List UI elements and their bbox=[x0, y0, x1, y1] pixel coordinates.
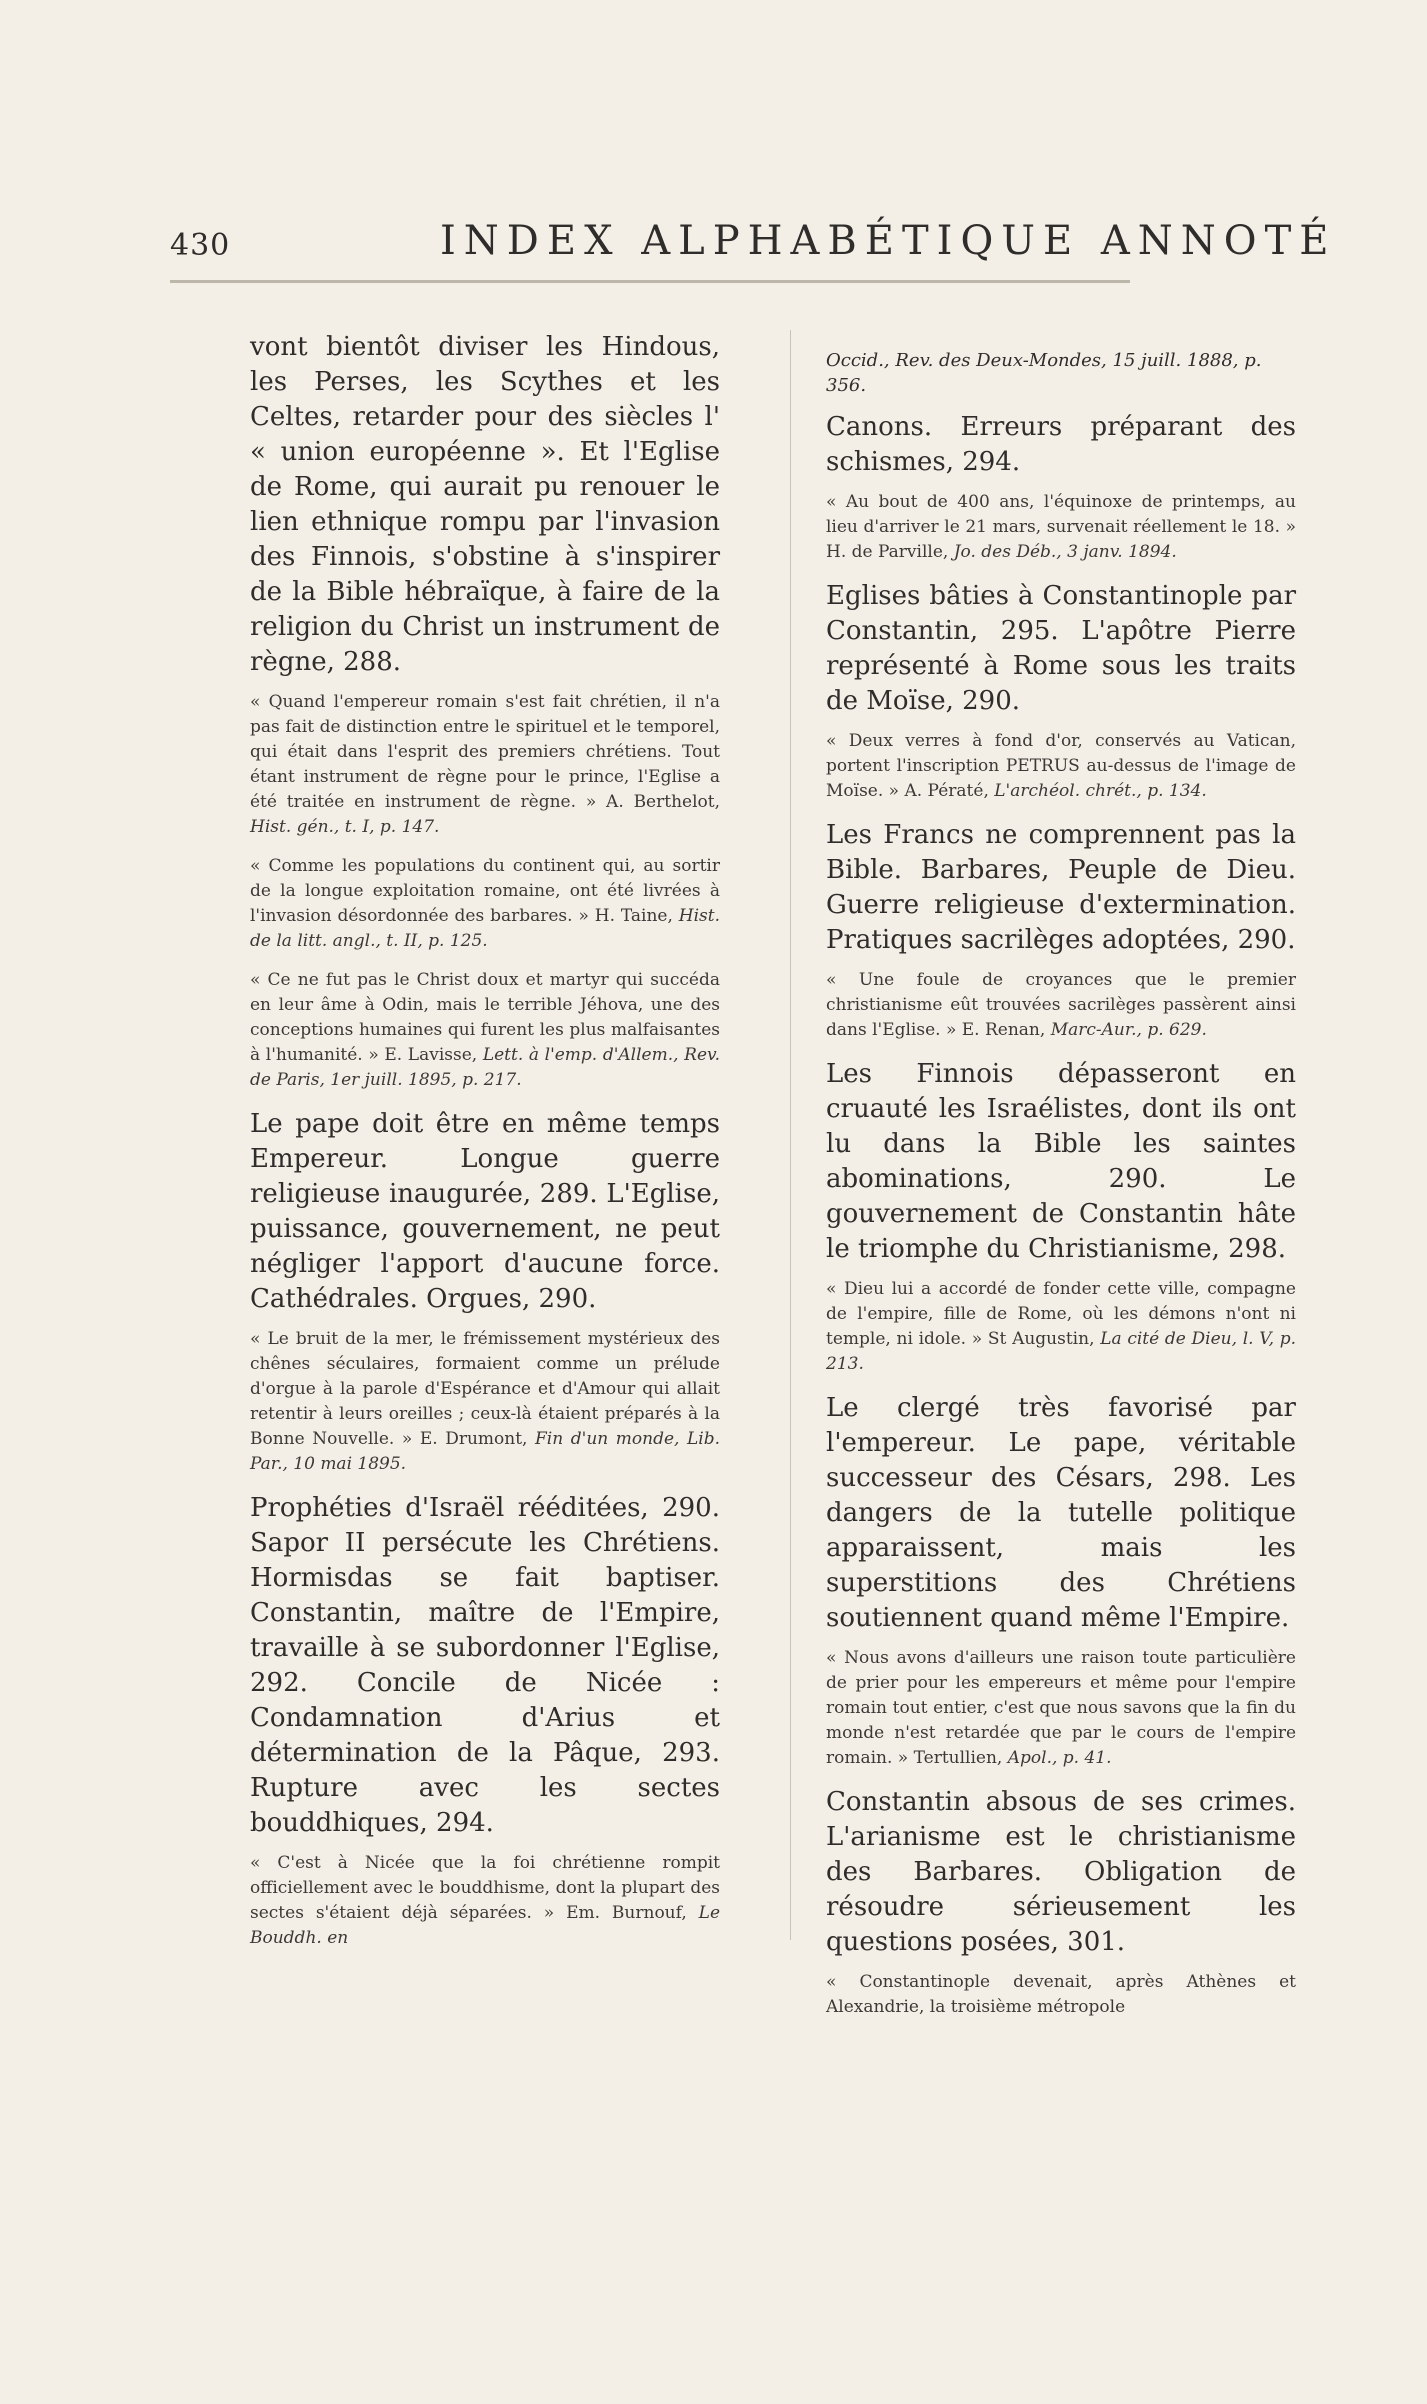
header-rule bbox=[170, 280, 1130, 283]
citation: « Nous avons d'ailleurs une raison toute particulière de prier pour les empereurs et même pour l'empire romain tout entier, c'est que nous savons que la fin du monde n'est retardée que par le cours de l'empire romain. » Tertullien, Apol., p. 41. bbox=[826, 1648, 1296, 1768]
citation: « Dieu lui a accordé de fonder cette ville, compagne de l'empire, fille de Rome, où les démons n'ont ni temple, ni idole. » St Augustin, La cité de Dieu, l. V, p. 213. bbox=[826, 1279, 1297, 1374]
index-entry: vont bientôt diviser les Hindous, les Perses, les Scythes et les Celtes, retarder pour des siècles l' « union européenne ». Et l'Eglise de Rome, qui aurait pu renouer le lien ethnique rompu par l'invasion des Finnois, s'obstine à s'inspirer de la Bible hébraïque, à faire de la religion du Christ un instrument de règne, 288. bbox=[250, 332, 720, 677]
citation: « Le bruit de la mer, le frémissement mystérieux des chênes séculaires, formaient comme un prélude d'orgue à la parole d'Espérance et d'Amour qui allait retentir à leurs oreilles ; ceux-là étaient préparés à la Bonne Nouvelle. » E. Drumont, Fin d'un monde, Lib. Par., 10 mai 1895. bbox=[250, 1329, 720, 1474]
citation: « C'est à Nicée que la foi chrétienne rompit officiellement avec le bouddhisme, dont la plupart des sectes s'étaient déjà séparées. » Em. Burnouf, Le Bouddh. en bbox=[250, 1853, 721, 1948]
index-entry: Constantin absous de ses crimes. L'arianisme est le christianisme des Barbares. Obligation de résoudre sérieusement les questions posées, 301. bbox=[826, 1787, 1296, 1957]
index-entry: Les Finnois dépasseront en cruauté les Israélistes, dont ils ont lu dans la Bible les saintes abominations, 290. Le gouvernement de Constantin hâte le triomphe du Christianisme, 298. bbox=[826, 1059, 1296, 1264]
citation: « Au bout de 400 ans, l'équinoxe de printemps, au lieu d'arriver le 21 mars, survenait réellement le 18. » H. de Parville, Jo. des Déb., 3 janv. 1894. bbox=[826, 492, 1296, 562]
index-entry: Le clergé très favorisé par l'empereur. Le pape, véritable successeur des Césars, 298. Les dangers de la tutelle politique apparaissent, mais les superstitions des Chrétiens soutiennent quand même l'Empire. bbox=[826, 1393, 1296, 1633]
left-column bbox=[250, 330, 720, 1965]
running-title: INDEX ALPHABÉTIQUE ANNOTÉ bbox=[440, 218, 1337, 264]
index-entry: Eglises bâties à Constantinople par Constantin, 295. L'apôtre Pierre représenté à Rome sous les traits de Moïse, 290. bbox=[826, 581, 1296, 716]
citation-continued: Occid., Rev. des Deux-Mondes, 15 juill. 1888, p. 356. bbox=[826, 350, 1262, 396]
citation: « Une foule de croyances que le premier christianisme eût trouvées sacrilèges passèrent ainsi dans l'Eglise. » E. Renan, Marc-Aur., p. 629. bbox=[826, 970, 1296, 1040]
citation: « Deux verres à fond d'or, conservés au Vatican, portent l'inscription PETRUS au-dessus de l'image de Moïse. » A. Pératé, L'archéol. chrét., p. 134. bbox=[826, 731, 1296, 801]
right-column bbox=[826, 330, 1296, 2034]
citation: « Constantinople devenait, après Athènes et Alexandrie, la troisième métropole bbox=[826, 1972, 1296, 2017]
page-header bbox=[0, 200, 1427, 280]
index-entry: Les Francs ne comprennent pas la Bible. Barbares, Peuple de Dieu. Guerre religieuse d'extermination. Pratiques sacrilèges adoptées, 290. bbox=[826, 820, 1296, 955]
index-entry: Le pape doit être en même temps Empereur. Longue guerre religieuse inaugurée, 289. L'Eglise, puissance, gouvernement, ne peut négliger l'apport d'aucune force. Cathédrales. Orgues, 290. bbox=[250, 1109, 720, 1314]
index-entry: Prophéties d'Israël rééditées, 290. Sapor II persécute les Chrétiens. Hormisdas se fait baptiser. Constantin, maître de l'Empire, travaille à se subordonner l'Eglise, 292. Concile de Nicée : Condamnation d'Arius et détermination de la Pâque, 293. Rupture avec les sectes bouddhiques, 294. bbox=[250, 1493, 720, 1838]
index-entry: Canons. Erreurs préparant des schismes, 294. bbox=[826, 412, 1296, 477]
citation: « Comme les populations du continent qui, au sortir de la longue exploitation romaine, ont été livrées à l'invasion désordonnée des barbares. » H. Taine, Hist. de la litt. angl., t. II, p. 125. bbox=[250, 856, 720, 951]
citation: « Ce ne fut pas le Christ doux et martyr qui succéda en leur âme à Odin, mais le terrible Jéhova, une des conceptions humaines qui furent les plus malfaisantes à l'humanité. » E. Lavisse, Lett. à l'emp. d'Allem., Rev. de Paris, 1er juill. 1895, p. 217. bbox=[250, 970, 721, 1090]
page-number: 430 bbox=[170, 228, 231, 263]
column-divider bbox=[790, 330, 791, 1940]
citation: « Quand l'empereur romain s'est fait chrétien, il n'a pas fait de distinction entre le spirituel et le temporel, qui était dans l'esprit des premiers chrétiens. Tout étant instrument de règne pour le prince, l'Eglise a été traitée en instrument de règne. » A. Berthelot, Hist. gén., t. I, p. 147. bbox=[250, 692, 720, 837]
